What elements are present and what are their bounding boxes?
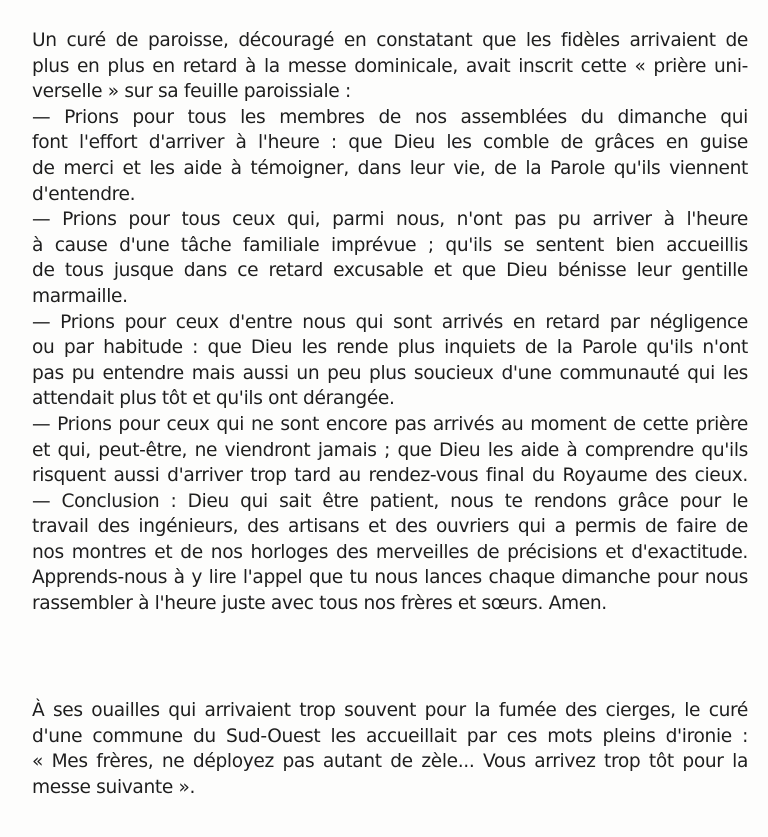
text-line: verselle » sur sa feuille paroissiale : xyxy=(32,81,351,103)
text-line: attendait plus tôt et qu'ils ont dérangée. xyxy=(32,388,395,410)
text-line: messe suivante ». xyxy=(32,776,196,798)
text-line: d'une commune du Sud-Ouest les accueillait par ces mots pleins d'ironie : xyxy=(32,725,748,747)
text-line: travail des ingénieurs, des artisans et des ouvriers qui a permis de faire de xyxy=(32,516,748,538)
text-line: de tous jusque dans ce retard excusable et que Dieu bénisse leur gentille xyxy=(32,260,748,282)
text-line: « Mes frères, ne déployez pas autant de zèle... Vous arrivez trop tôt pour la xyxy=(32,751,748,773)
text-line: — Prions pour ceux d'entre nous qui sont arrivés en retard par négligence xyxy=(32,311,748,333)
text-line: pas pu entendre mais aussi un peu plus soucieux d'une communauté qui les xyxy=(32,362,748,384)
text-line: — Prions pour tous ceux qui, parmi nous, n'ont pas pu arriver à l'heure xyxy=(32,209,748,231)
text-line: Un curé de paroisse, découragé en constatant que les fidèles arrivaient de xyxy=(32,30,748,51)
text-line: et qui, peut-être, ne viendront jamais ; que Dieu les aide à comprendre qu'ils xyxy=(32,439,748,461)
text-line: plus en plus en retard à la messe dominicale, avait inscrit cette « prière uni- xyxy=(32,55,748,77)
text-line: Apprends-nous à y lire l'appel que tu nous lances chaque dimanche pour nous xyxy=(32,567,748,589)
text-line: de merci et les aide à témoigner, dans leur vie, de la Parole qu'ils viennent xyxy=(32,157,748,179)
text-line: d'entendre. xyxy=(32,183,136,205)
text-line: ou par habitude : que Dieu les rende plus inquiets de la Parole qu'ils n'ont xyxy=(32,337,748,359)
text-line: À ses ouailles qui arrivaient trop souvent pour la fumée des cierges, le curé xyxy=(32,700,748,721)
anecdote-paragraph xyxy=(32,698,748,800)
text-line: à cause d'une tâche familiale imprévue ; qu'ils se sentent bien accueillis xyxy=(32,234,748,256)
text-line: marmaille. xyxy=(32,285,128,307)
text-line: — Prions pour tous les membres de nos assemblées du dimanche qui xyxy=(32,106,748,128)
text-line: font l'effort d'arriver à l'heure : que Dieu les comble de grâces en guise xyxy=(32,132,748,154)
text-line: — Conclusion : Dieu qui sait être patient, nous te rendons grâce pour le xyxy=(32,490,748,512)
prayer-paragraph xyxy=(32,28,748,617)
text-line: — Prions pour ceux qui ne sont encore pas arrivés au moment de cette prière xyxy=(32,413,748,435)
text-line: risquent aussi d'arriver trop tard au rendez-vous final du Royaume des cieux. xyxy=(32,465,748,487)
text-line: nos montres et de nos horloges des merveilles de précisions et d'exactitude. xyxy=(32,541,748,563)
text-line: rassembler à l'heure juste avec tous nos frères et sœurs. Amen. xyxy=(32,593,607,615)
